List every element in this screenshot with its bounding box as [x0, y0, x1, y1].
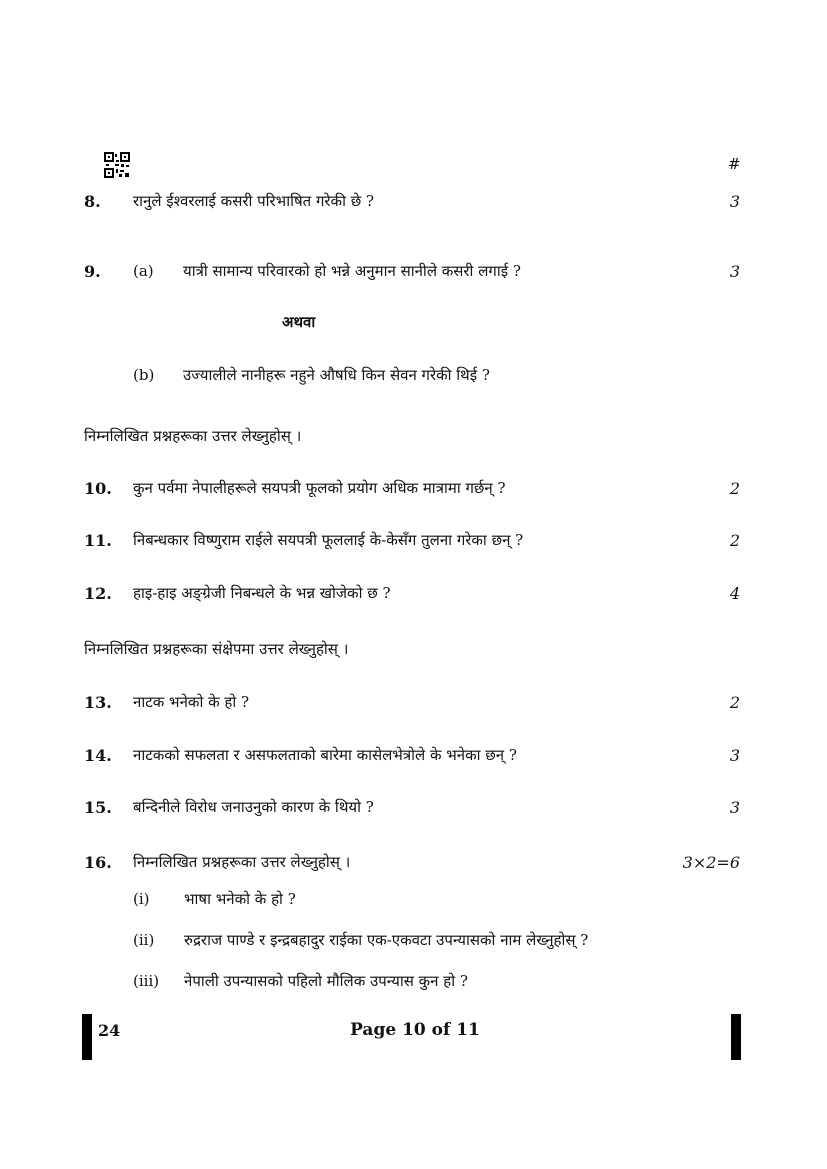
- subquestion-text: नेपाली उपन्यासको पहिलो मौलिक उपन्यास कुन हो ?: [184, 972, 468, 990]
- subquestion-label: (i): [133, 890, 150, 908]
- footer-code: 24: [98, 1021, 121, 1040]
- section-instruction: निम्नलिखित प्रश्नहरूका उत्तर लेख्नुहोस् ।: [84, 427, 302, 445]
- question-text: नाटकको सफलता र असफलताको बारेमा कासेलभेत्रोले के भनेका छन् ?: [133, 746, 517, 764]
- question-number: 13.: [84, 693, 112, 712]
- footer-right-bar: [731, 1014, 741, 1060]
- subquestion-label: (iii): [133, 972, 160, 990]
- header-hash: #: [728, 155, 741, 173]
- question-text: निबन्धकार विष्णुराम राईले सयपत्री फूललाई के-केसँग तुलना गरेका छन् ?: [133, 531, 524, 549]
- section-instruction: निम्नलिखित प्रश्नहरूका संक्षेपमा उत्तर लेख्नुहोस् ।: [84, 640, 349, 658]
- footer-page-number: Page 10 of 11: [350, 1020, 480, 1040]
- subquestion-label: (ii): [133, 931, 155, 949]
- question-text: हाइ-हाइ अङ्ग्रेजी निबन्धले के भन्न खोजेको छ ?: [133, 584, 391, 602]
- question-text: कुन पर्वमा नेपालीहरूले सयपत्री फूलको प्रयोग अधिक मात्रामा गर्छन् ?: [133, 479, 506, 497]
- question-part-label: (a): [133, 262, 154, 280]
- question-number: 16.: [84, 853, 112, 872]
- question-marks: 4: [729, 584, 740, 603]
- question-marks: 3: [729, 746, 740, 765]
- footer-left-bar: [82, 1014, 92, 1060]
- qr-code-icon: [104, 152, 130, 178]
- question-marks: 2: [729, 479, 740, 498]
- question-text: नाटक भनेको के हो ?: [133, 693, 250, 711]
- question-text: बन्दिनीले विरोध जनाउनुको कारण के थियो ?: [133, 798, 374, 816]
- question-text: उज्यालीले नानीहरू नहुने औषधि किन सेवन गरेकी थिई ?: [183, 366, 490, 384]
- subquestion-text: रुद्रराज पाण्डे र इन्द्रबहादुर राईका एक-एकवटा उपन्यासको नाम लेख्नुहोस् ?: [184, 931, 589, 949]
- question-marks: 3: [729, 262, 740, 281]
- question-marks: 2: [729, 693, 740, 712]
- question-number: 10.: [84, 479, 112, 498]
- question-number: 14.: [84, 746, 112, 765]
- question-number: 15.: [84, 798, 112, 817]
- question-marks: 3×2=6: [682, 853, 740, 872]
- question-text: यात्री सामान्य परिवारको हो भन्ने अनुमान सानीले कसरी लगाई ?: [183, 262, 521, 280]
- question-number: 9.: [84, 262, 101, 281]
- question-text: निम्नलिखित प्रश्नहरूका उत्तर लेख्नुहोस् ।: [133, 853, 351, 871]
- subquestion-text: भाषा भनेको के हो ?: [184, 890, 296, 908]
- or-separator: अथवा: [282, 313, 316, 331]
- question-marks: 3: [729, 192, 740, 211]
- question-marks: 2: [729, 531, 740, 550]
- question-number: 12.: [84, 584, 112, 603]
- question-number: 11.: [84, 531, 112, 550]
- question-text: रानुले ईश्वरलाई कसरी परिभाषित गरेकी छे ?: [133, 192, 375, 210]
- question-part-label: (b): [133, 366, 155, 384]
- question-marks: 3: [729, 798, 740, 817]
- question-number: 8.: [84, 192, 101, 211]
